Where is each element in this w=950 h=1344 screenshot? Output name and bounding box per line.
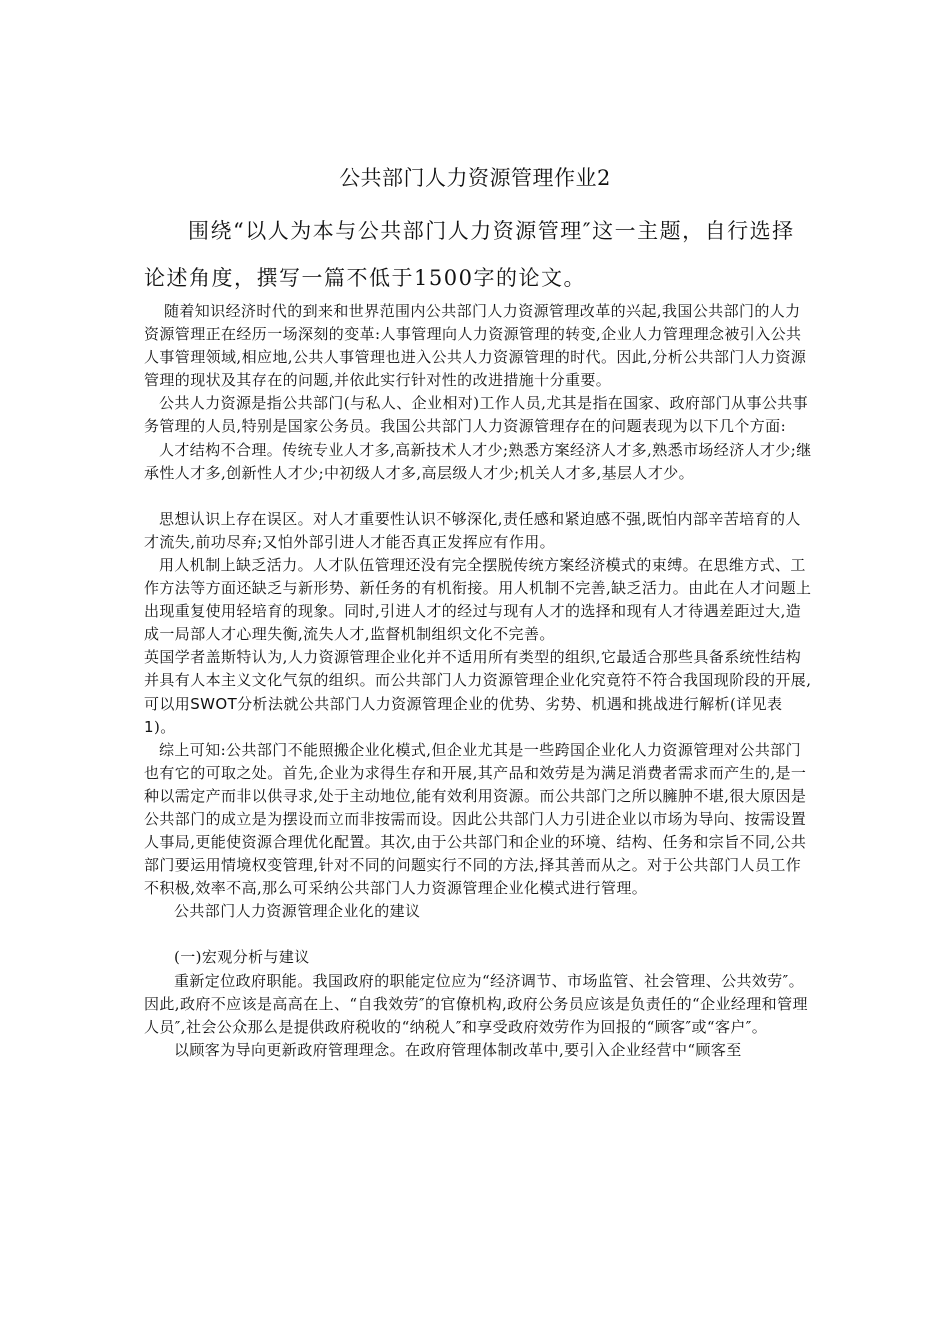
- section-heading-suggestions: 公共部门人力资源管理企业化的建议: [174, 902, 421, 921]
- paragraph-guest-view: [144, 646, 812, 738]
- paragraph-misconception: 思想认识上存在误区。对人才重要性认识不够深化,责任感和紧迫感不强,既怕内部辛苦培育的人才流失,前功尽弃;又怕外部引进人才能否真正发挥应有作用。: [144, 509, 801, 551]
- swot-term: SWOT: [190, 694, 238, 713]
- blank-line: [144, 485, 812, 508]
- paragraph-customer-oriented: 以顾客为导向更新政府管理理念。在政府管理体制改革中,要引入企业经营中“顾客至: [174, 1040, 742, 1059]
- essay-body: [144, 300, 812, 1062]
- assignment-prompt-text: 围绕“以人为本与公共部门人力资源管理″这一主题，自行选择论述角度，撰写一篇不低于1500字的论文。: [144, 219, 795, 290]
- paragraph-definition: 公共人力资源是指公共部门(与私人、企业相对)工作人员,尤其是指在国家、政府部门从事公共事务管理的人员,特别是国家公务员。我国公共部门人力资源管理存在的问题表现为以下几个方面:: [144, 394, 809, 436]
- blank-line: [144, 923, 812, 946]
- paragraph-guest-view-text-2: 分析法就公共部门人力资源管理企业的优势、劣势、机遇和挑战进行解析(详见表: [237, 694, 783, 713]
- paragraph-government-functions: 重新定位政府职能。我国政府的职能定位应为“经济调节、市场监管、社会管理、公共效劳″。因此,政府不应该是高高在上、“自我效劳″的官僚机构,政府公务员应该是负责任的“企业经理和管理人员″,社会公众那么是提供政府税收的“纳税人″和享受政府效劳作为回报的“顾客″或“客户″。: [144, 971, 808, 1036]
- assignment-prompt: [144, 208, 809, 302]
- paragraph-conclusion: 综上可知:公共部门不能照搬企业化模式,但企业尤其是一些跨国企业化人力资源管理对公共部门也有它的可取之处。首先,企业为求得生存和开展,其产品和效劳是为满足消费者需求而产生的,是一种以需定产而非以供寻求,处于主动地位,能有效利用资源。而公共部门之所以臃肿不堪,很大原因是公共部门的成立是为摆设而立而非按需而设。因此公共部门人力引进企业以市场为导向、按需设置人事局,更能使资源合理优化配置。其次,由于公共部门和企业的环境、结构、任务和宗旨不同,公共部门要运用情境权变管理,针对不同的问题实行不同的方法,择其善而从之。对于公共部门人员工作不积极,效率不高,那么可采纳公共部门人力资源管理企业化模式进行管理。: [144, 740, 807, 898]
- paragraph-guest-view-text: 英国学者盖斯特认为,人力资源管理企业化并不适用所有类型的组织,它最适合那些具备系统性结构并具有人本主义文化气氛的组织。而公共部门人力资源管理企业化究竟符不符合我国现阶段的开展,可以用: [144, 648, 812, 713]
- paragraph-employment-mechanism: 用人机制上缺乏活力。人才队伍管理还没有完全摆脱传统方案经济模式的束缚。在思维方式、工作方法等方面还缺乏与新形势、新任务的有机衔接。用人机制不完善,缺乏活力。由此在人才问题上出现重复使用轻培育的现象。同时,引进人才的经过与现有人才的选择和现有人才待遇差距过大,造成一局部人才心理失衡,流失人才,监督机制组织文化不完善。: [144, 555, 812, 644]
- table-reference-number: 1: [144, 717, 154, 736]
- document-title: 公共部门人力资源管理作业2: [339, 166, 611, 190]
- subsection-heading-macro: (一)宏观分析与建议: [174, 948, 310, 967]
- paragraph-guest-view-text-3: )。: [153, 717, 176, 736]
- paragraph-talent-structure: 人才结构不合理。传统专业人才多,高新技术人才少;熟悉方案经济人才多,熟悉市场经济人才少;继承性人才多,创新性人才少;中初级人才多,高层级人才少;机关人才多,基层人才少。: [144, 440, 812, 482]
- paragraph-intro: 随着知识经济时代的到来和世界范围内公共部门人力资源管理改革的兴起,我国公共部门的人力资源管理正在经历一场深刻的变革:人事管理向人力资源管理的转变,企业人力管理理念被引入公共人事管理领域,相应地,公共人事管理也进入公共人力资源管理的时代。因此,分析公共部门人力资源管理的现状及其存在的问题,并依此实行针对性的改进措施十分重要。: [144, 302, 807, 390]
